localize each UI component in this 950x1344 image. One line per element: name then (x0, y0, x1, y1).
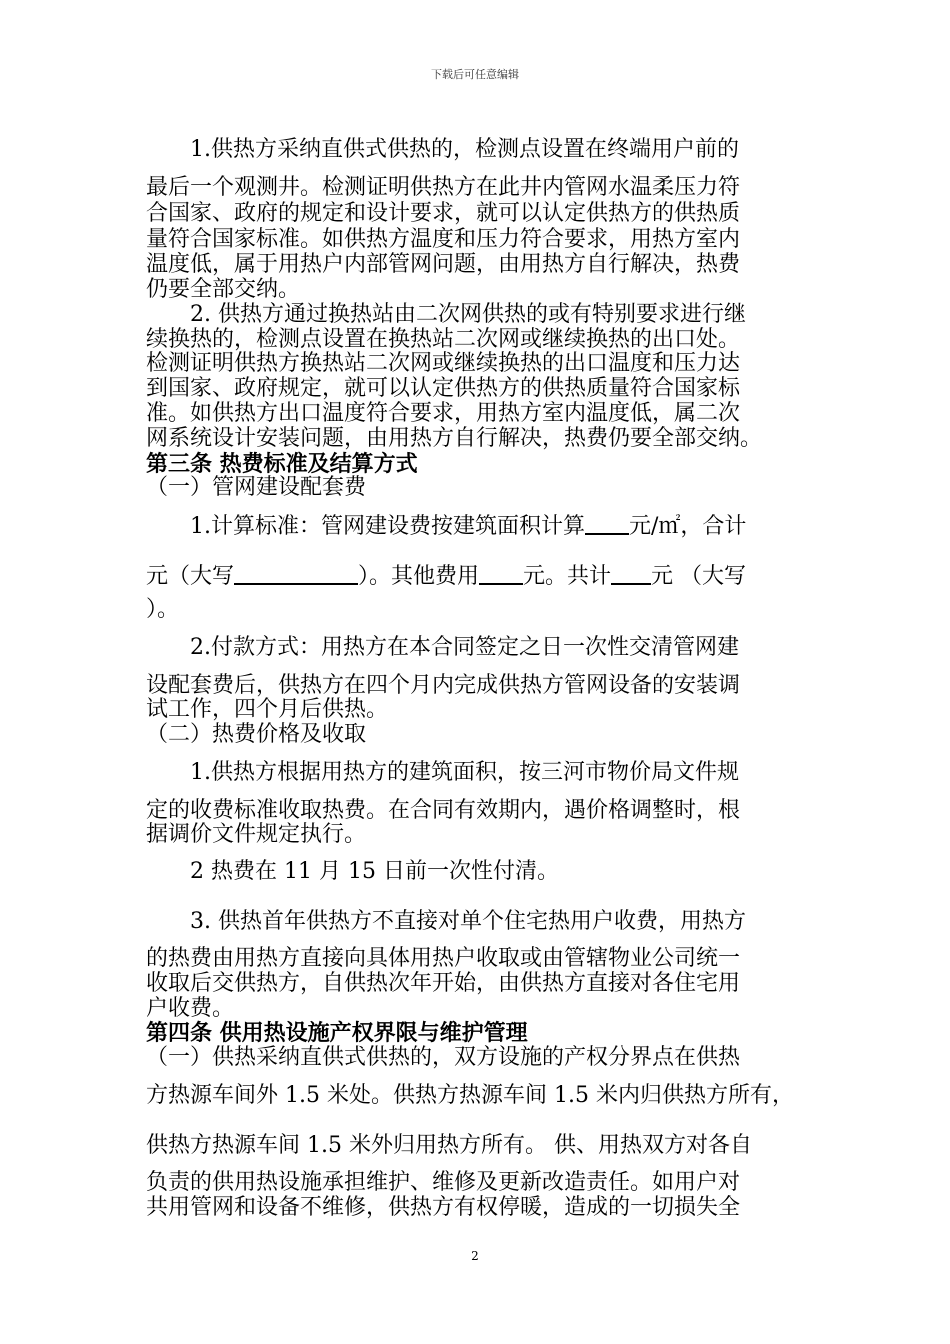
paragraph-line: 续换热的，检测点设置在换热站二次网或继续换热的出口处。 (146, 327, 741, 352)
paragraph-line: 的热费由用热方直接向具体用热户收取或由管辖物业公司统一 (146, 946, 741, 971)
paragraph-line: 1.计算标准：管网建设费按建筑面积计算 元/㎡，合计 (190, 514, 747, 539)
paragraph-line: 2.付款方式：用热方在本合同签定之日一次性交清管网建 (190, 635, 739, 660)
paragraph-line: 据调价文件规定执行。 (146, 822, 367, 847)
paragraph-line: 准。如供热方出口温度符合要求，用热方室内温度低，属二次 (146, 401, 741, 426)
paragraph-line: 共用管网和设备不维修，供热方有权停暖，造成的一切损失全 (146, 1195, 741, 1220)
paragraph-line: 供热方热源车间 1.5 米外归用热方所有。 供、用热双方对各自 (146, 1133, 752, 1158)
paragraph-line: 方热源车间外 1.5 米处。供热方热源车间 1.5 米内归供热方所有， (146, 1083, 794, 1108)
subsection-heading: （二）热费价格及收取 (146, 722, 367, 747)
paragraph-line: 元（大写 ）。其他费用 元。共计 元 （大写 (146, 564, 747, 589)
paragraph-line: 最后一个观测井。检测证明供热方在此井内管网水温柔压力符 (146, 175, 741, 200)
subsection-heading: （一）管网建设配套费 (146, 475, 367, 500)
paragraph-line: 户收费。 (146, 996, 235, 1021)
paragraph-line: 检测证明供热方换热站二次网或继续换热的出口温度和压力达 (146, 351, 741, 376)
paragraph-line: 仍要全部交纳。 (146, 277, 301, 302)
paragraph-line: 2 热费在 11 月 15 日前一次性付清。 (190, 859, 559, 884)
paragraph-line: 试工作，四个月后供热。 (146, 697, 389, 722)
paragraph-line: 到国家、政府规定，就可以认定供热方的供热质量符合国家标 (146, 376, 741, 401)
paragraph-line: （一）供热采纳直供式供热的，双方设施的产权分界点在供热 (146, 1045, 741, 1070)
paragraph-line: ）。 (146, 597, 180, 622)
paragraph-line: 1.供热方根据用热方的建筑面积，按三河市物价局文件规 (190, 760, 739, 785)
paragraph-line: 负责的供用热设施承担维护、维修及更新改造责任。如用户对 (146, 1170, 741, 1195)
fill-blank (611, 563, 651, 585)
section-heading: 第四条 供用热设施产权界限与维护管理 (146, 1020, 528, 1046)
paragraph-line: 定的收费标准收取热费。在合同有效期内，遇价格调整时，根 (146, 798, 741, 823)
paragraph-line: 温度低，属于用热户内部管网问题，由用热方自行解决，热费 (146, 252, 741, 277)
paragraph-line: 3. 供热首年供热方不直接对单个住宅热用户收费，用热方 (190, 909, 746, 934)
fill-blank (585, 513, 629, 535)
paragraph-line: 1.供热方采纳直供式供热的，检测点设置在终端用户前的 (190, 137, 739, 162)
page-header: 下载后可任意编辑 (431, 68, 519, 81)
paragraph-line: 收取后交供热方，自供热次年开始，由供热方直接对各住宅用 (146, 971, 741, 996)
paragraph-line: 设配套费后，供热方在四个月内完成供热方管网设备的安装调 (146, 673, 741, 698)
paragraph-line: 网系统设计安装问题，由用热方自行解决，热费仍要全部交纳。 (146, 426, 763, 451)
page-number: 2 (471, 1249, 479, 1263)
section-heading: 第三条 热费标准及结算方式 (146, 451, 418, 477)
paragraph-line: 量符合国家标准。如供热方温度和压力符合要求，用热方室内 (146, 227, 741, 252)
fill-blank (479, 563, 523, 585)
paragraph-line: 合国家、政府的规定和设计要求，就可以认定供热方的供热质 (146, 201, 741, 226)
paragraph-line: 2. 供热方通过换热站由二次网供热的或有特别要求进行继 (190, 302, 746, 327)
fill-blank (234, 563, 358, 585)
